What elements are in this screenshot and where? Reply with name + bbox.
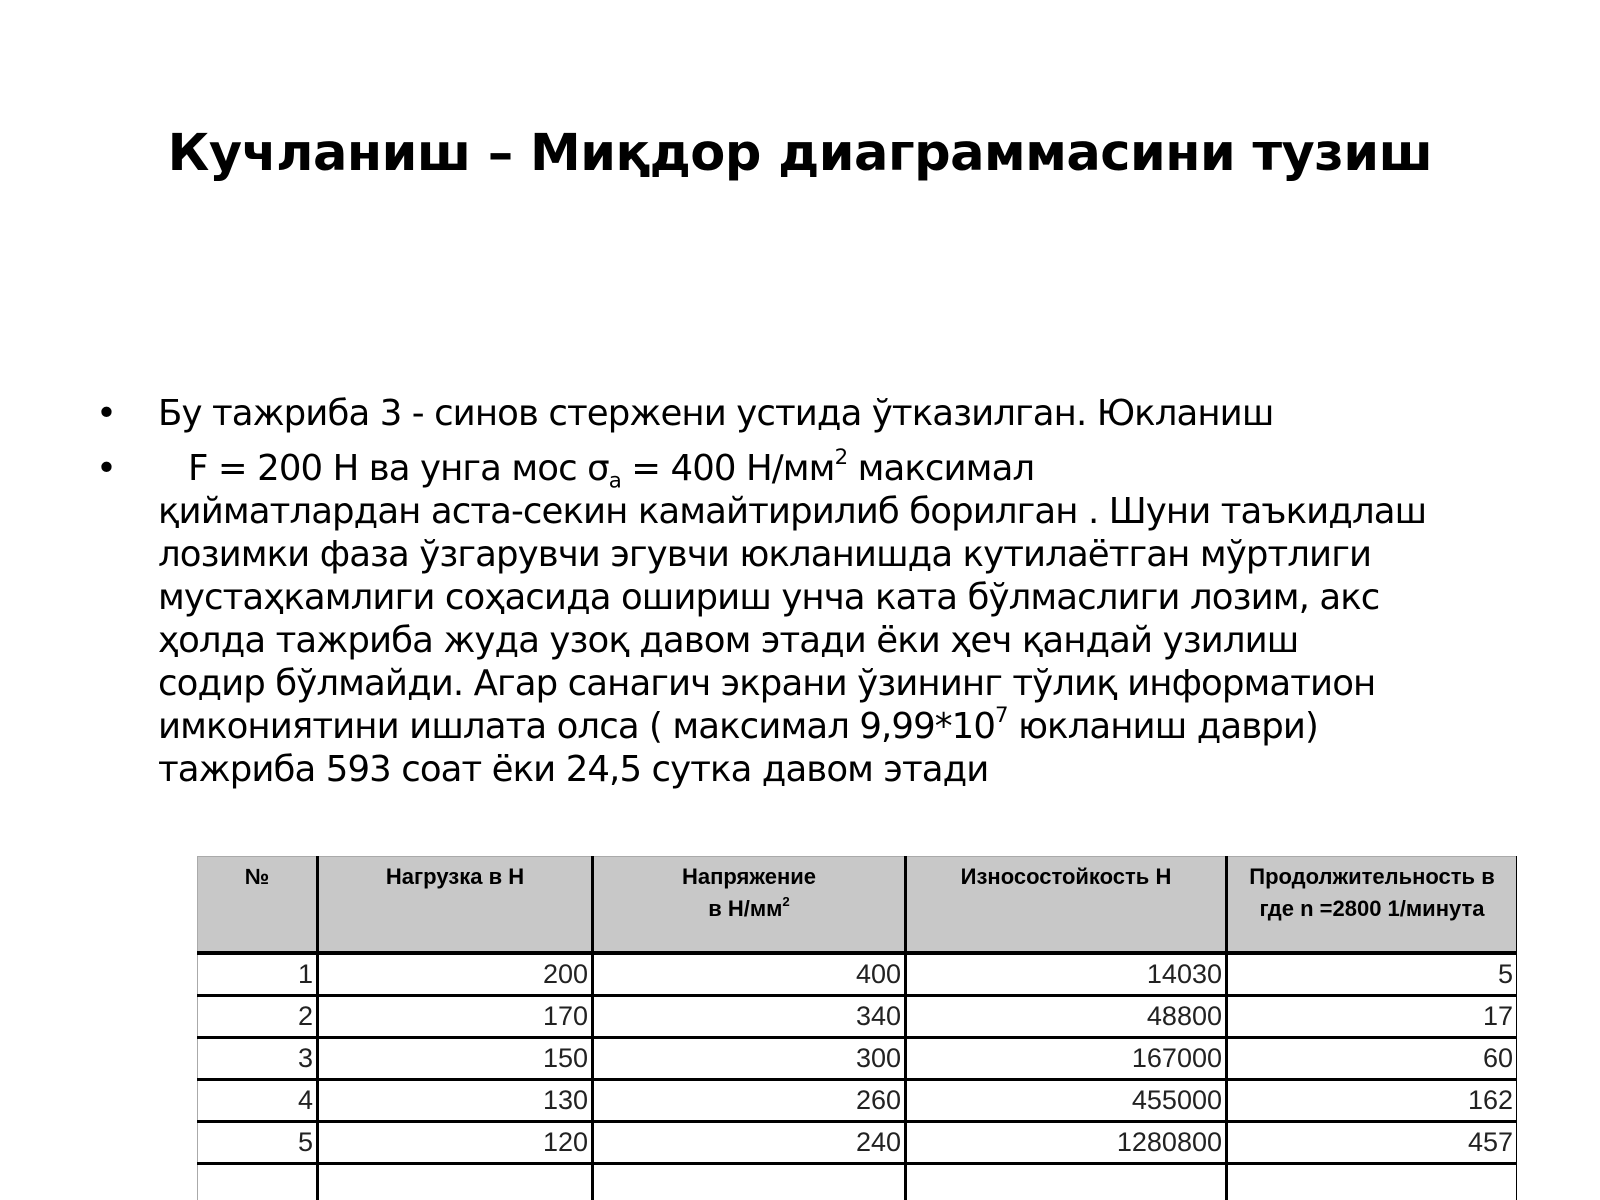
cell-stress: 340 — [593, 996, 906, 1038]
table-header-row — [198, 857, 1518, 954]
cell-number: 4 — [198, 1080, 318, 1122]
cell-number: 3 — [198, 1038, 318, 1080]
cell-endurance: 48800 — [906, 996, 1227, 1038]
header-number: № — [198, 857, 318, 954]
bullet-text: имкониятини ишлата олса ( максимал 9,99*10 — [158, 706, 996, 747]
table-row — [198, 996, 1518, 1038]
cell-number: 2 — [198, 996, 318, 1038]
table-row — [198, 1122, 1518, 1164]
bullet-item-1 — [96, 392, 1536, 435]
cell-empty — [906, 1164, 1227, 1200]
bullet-item-2-line-1 — [158, 445, 1536, 494]
bullet-list — [96, 392, 1536, 791]
data-table — [197, 856, 1517, 1200]
cell-empty — [593, 1164, 906, 1200]
sigma-subscript: а — [608, 468, 621, 494]
bullet-item-2-line-6: содир бўлмайди. Агар санагич экрани ўзининг тўлиқ информатион — [158, 663, 1376, 704]
header-stress-superscript: 2 — [782, 894, 790, 910]
exponent-superscript: 7 — [995, 703, 1008, 729]
bullet-text: F = 200 Н ва унга мос σ — [188, 448, 609, 489]
bullet-text: = 400 Н/мм — [620, 448, 835, 489]
cell-stress: 300 — [593, 1038, 906, 1080]
cell-empty — [1227, 1164, 1518, 1200]
table-row-empty — [198, 1164, 1518, 1200]
cell-endurance: 1280800 — [906, 1122, 1227, 1164]
cell-empty — [318, 1164, 593, 1200]
cell-load: 130 — [318, 1080, 593, 1122]
cell-endurance: 14030 — [906, 953, 1227, 996]
cell-duration: 162 — [1227, 1080, 1518, 1122]
bullet-item-2-line-3: лозимки фаза ўзгарувчи эгувчи юкланишда кутилаётган мўртлиги — [158, 534, 1372, 575]
cell-empty — [198, 1164, 318, 1200]
bullet-item-2-line-7 — [158, 705, 1536, 748]
header-duration: Продолжительность в где n =2800 1/минута — [1227, 857, 1518, 954]
cell-load: 150 — [318, 1038, 593, 1080]
header-stress-line-1: Напряжение — [682, 864, 816, 889]
bullet-item-2-line-4: мустаҳкамлиги соҳасида ошириш унча ката бўлмаслиги лозим, акс — [158, 577, 1380, 618]
bullet-item-1-text: Бу тажриба 3 - синов стержени устида ўтказилган. Юкланиш — [158, 393, 1274, 434]
cell-load: 120 — [318, 1122, 593, 1164]
cell-load: 170 — [318, 996, 593, 1038]
cell-stress: 400 — [593, 953, 906, 996]
bullet-item-2-line-2: қийматлардан аста-секин камайтирилиб борилган . Шуни таъкидлаш — [158, 491, 1427, 532]
cell-number: 1 — [198, 953, 318, 996]
cell-endurance: 167000 — [906, 1038, 1227, 1080]
header-endurance: Износостойкость Н — [906, 857, 1227, 954]
bullet-text: юкланиш даври) — [1007, 706, 1318, 747]
table-row — [198, 953, 1518, 996]
table-row — [198, 1080, 1518, 1122]
cell-duration: 5 — [1227, 953, 1518, 996]
header-load: Нагрузка в Н — [318, 857, 593, 954]
unit-superscript: 2 — [834, 445, 848, 471]
header-stress — [593, 857, 906, 954]
data-table-container — [197, 856, 1517, 1200]
cell-stress: 260 — [593, 1080, 906, 1122]
bullet-item-2-line-5: ҳолда тажриба жуда узоқ давом этади ёки ҳеч қандай узилиш — [158, 620, 1299, 661]
header-stress-line-2: в Н/мм — [708, 896, 783, 921]
slide-title: Кучланиш – Миқдор диаграммасини тузиш — [167, 124, 1433, 183]
cell-duration: 60 — [1227, 1038, 1518, 1080]
cell-duration: 457 — [1227, 1122, 1518, 1164]
bullet-item-2 — [96, 447, 1536, 791]
table-row — [198, 1038, 1518, 1080]
bullet-text: максимал — [847, 448, 1035, 489]
bullet-item-2-line-8: тажриба 593 соат ёки 24,5 сутка давом этади — [158, 749, 989, 790]
cell-stress: 240 — [593, 1122, 906, 1164]
cell-endurance: 455000 — [906, 1080, 1227, 1122]
cell-load: 200 — [318, 953, 593, 996]
cell-number: 5 — [198, 1122, 318, 1164]
cell-duration: 17 — [1227, 996, 1518, 1038]
